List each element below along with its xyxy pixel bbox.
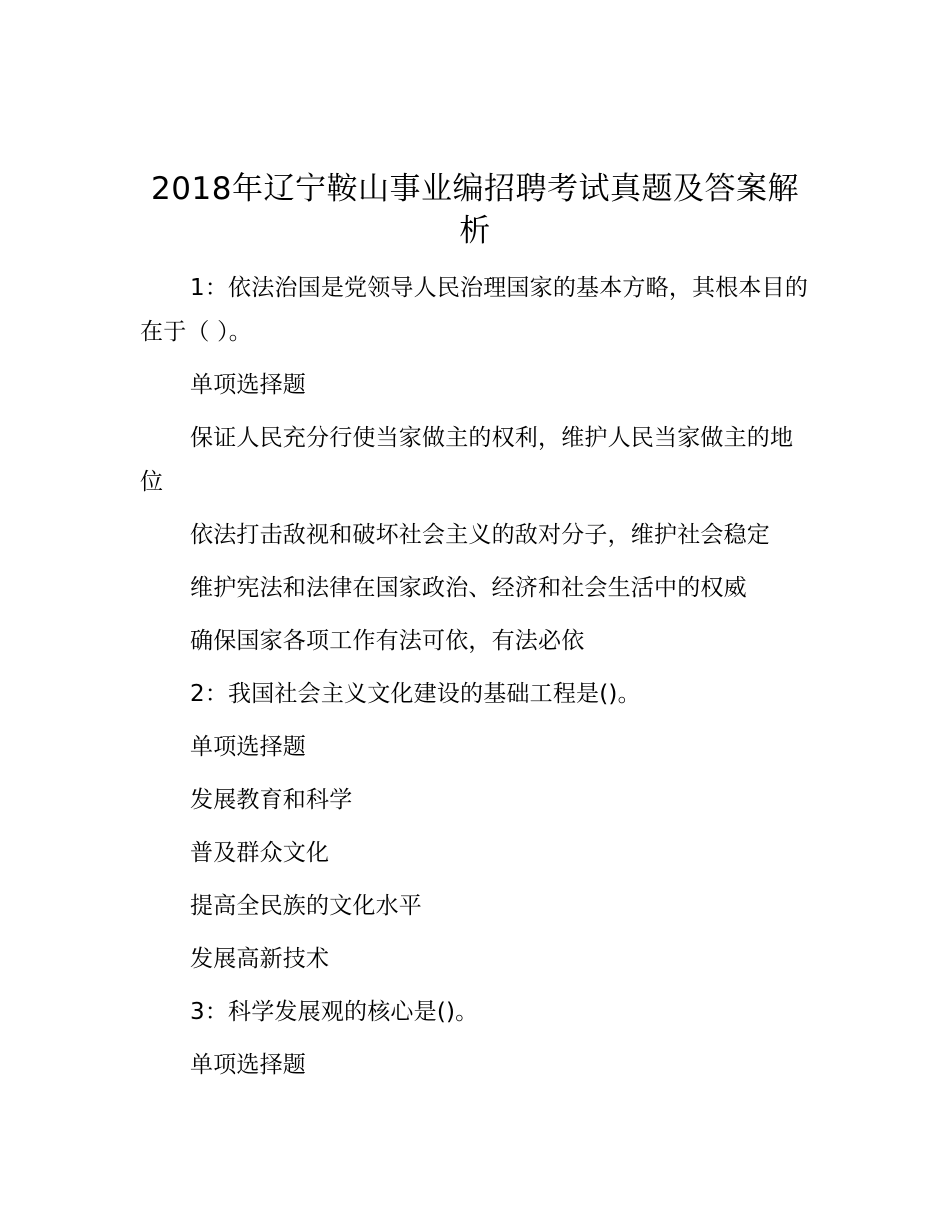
question-3-type: 单项选择题 xyxy=(190,1052,306,1078)
question-3-stem: 3：科学发展观的核心是()。 xyxy=(190,999,479,1025)
page-title: 2018年辽宁鞍山事业编招聘考试真题及答案解析 xyxy=(151,171,799,249)
question-1-type: 单项选择题 xyxy=(190,372,306,398)
question-2-option-b: 普及群众文化 xyxy=(190,840,330,866)
question-2-option-d: 发展高新技术 xyxy=(190,946,330,972)
question-2-stem: 2：我国社会主义文化建设的基础工程是()。 xyxy=(190,681,641,707)
question-1-stem: 1：依法治国是党领导人民治理国家的基本方略，其根本目的在于（ ）。 xyxy=(140,275,809,345)
question-1-option-c: 维护宪法和法律在国家政治、经济和社会生活中的权威 xyxy=(190,575,747,601)
question-1-option-a: 保证人民充分行使当家做主的权利，维护人民当家做主的地位 xyxy=(140,425,794,495)
question-1-option-b: 依法打击敌视和破坏社会主义的敌对分子，维护社会稳定 xyxy=(190,522,770,548)
question-2-option-a: 发展教育和科学 xyxy=(190,787,353,813)
question-2-option-c: 提高全民族的文化水平 xyxy=(190,893,422,919)
document-body xyxy=(140,266,812,1096)
question-2-type: 单项选择题 xyxy=(190,734,306,760)
question-1-option-d: 确保国家各项工作有法可依，有法必依 xyxy=(190,628,585,654)
